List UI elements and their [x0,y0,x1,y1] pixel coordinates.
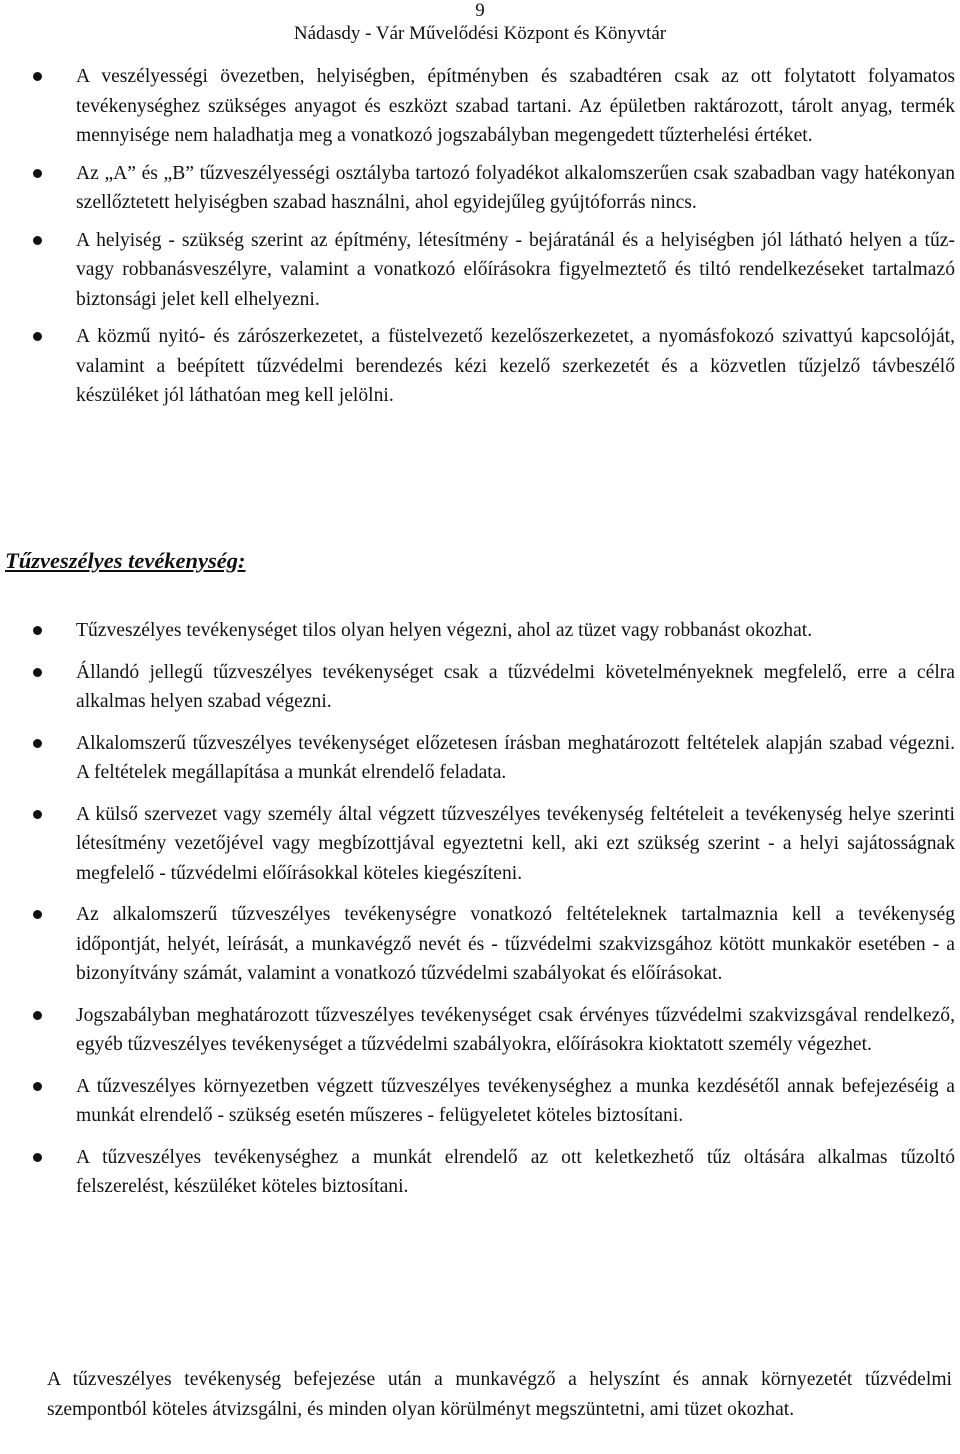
list-item-text: Az alkalomszerű tűzveszélyes tevékenységre vonatkozó feltételeknek tartalmaznia kell a tevékenység időpontját, helyét, leírását, a munkavégző nevét és - tűzvédelmi szakvizsgához kötött munkakör esetében - a bizonyítvány számát, valamint a vonatkozó tűzvédelmi szabályokat és előírásokat. [76,904,955,984]
bullet-icon [33,332,42,341]
bullet-icon [33,739,42,748]
bullet-icon [33,810,42,819]
list-item [0,62,960,151]
list-item-text: Az „A” és „B” tűzveszélyességi osztályba tartozó folyadékot alkalomszerűen csak szabadban vagy hatékonyan szellőztetett helyiségben szabad használni, ahol egyidejűleg gyújtóforrás nincs. [76,162,955,213]
list-item-text: A tűzveszélyes tevékenységhez a munkát elrendelő az ott keletkezhető tűz oltására alkalmas tűzoltó felszerelést, készüléket köteles biztosítani. [76,1146,955,1197]
list-item [0,658,960,717]
bullet-icon [33,668,42,677]
bullet-icon [33,910,42,919]
list-item [0,159,960,218]
bullet-icon [33,72,42,81]
closing-paragraph: A tűzveszélyes tevékenység befejezése után a munkavégző a helyszínt és annak környezetét tűzvédelmi szempontból köteles átvizsgálni, és minden olyan körülményt megszüntetni, ami tüzet okozhat. [47,1369,952,1420]
list-item [0,900,960,989]
list-item-text: Tűzveszélyes tevékenységet tilos olyan helyen végezni, ahol az tüzet vagy robbanást okozhat. [76,620,813,641]
list-item [0,1072,960,1131]
intro-bullet-list [0,62,960,419]
bullet-icon [33,1011,42,1020]
section-title: Tűzveszélyes tevékenység: [5,548,246,573]
list-item-text: A tűzveszélyes környezetben végzett tűzveszélyes tevékenységhez a munka kezdésétől annak befejezéséig a munkát elrendelő - szükség esetén műszeres - felügyeletet köteles biztosítani. [76,1075,955,1126]
section-bullet-list [0,616,960,1214]
bullet-icon [33,626,42,635]
list-item [0,800,960,889]
bullet-icon [33,236,42,245]
list-item-text: A külső szervezet vagy személy által végzett tűzveszélyes tevékenység feltételeit a tevékenység helye szerinti létesítmény vezetőjével vagy megbízottjával egyeztetni kell, aki ezt szükség szerint - a helyi sajátosságnak megfelelő - tűzvédelmi előírásokkal köteles kiegészíteni. [76,803,955,884]
bullet-icon [33,1082,42,1091]
list-item [0,1001,960,1060]
list-item [0,1143,960,1202]
page-header: Nádasdy - Vár Művelődési Központ és Könyvtár [293,23,667,44]
list-item-text: A veszélyességi övezetben, helyiségben, építményben és szabadtéren csak az ott folytatott folyamatos tevékenységhez szükséges anyagot és eszközt szabad tartani. Az épületben raktározott, tárolt anyag, termék mennyisége nem haladhatja meg a vonatkozó jogszabályban megengedett tűzterhelési értéket. [76,66,955,146]
list-item-text: Állandó jellegű tűzveszélyes tevékenységet csak a tűzvédelmi követelményeknek megfelelő, erre a célra alkalmas helyen szabad végezni. [76,661,955,712]
list-item-text: A helyiség - szükség szerint az építmény, létesítmény - bejáratánál és a helyiségben jól látható helyen a tűz- vagy robbanásveszélyre, valamint a vonatkozó előírásokra figyelmeztető és tiltó rendelkezéseket tartalmazó biztonsági jelet kell elhelyezni. [76,229,955,310]
list-item-text: A közmű nyitó- és zárószerkezetet, a füstelvezető kezelőszerkezetet, a nyomásfokozó szivattyú kapcsolóját, valamint a beépített tűzvédelmi berendezés kézi kezelő szerkezetét és a közvetlen tűzjelző távbeszélő készüléket jól láthatóan meg kell jelölni. [76,326,955,406]
list-item [0,616,960,646]
list-item-text: Alkalomszerű tűzveszélyes tevékenységet előzetesen írásban meghatározott feltételek alapján szabad végezni. A feltételek megállapítása a munkát elrendelő feladata. [76,732,955,783]
list-item [0,226,960,315]
bullet-icon [33,169,42,178]
bullet-icon [33,1153,42,1162]
list-item [0,322,960,411]
list-item [0,729,960,788]
page-number: 9 [475,0,485,21]
list-item-text: Jogszabályban meghatározott tűzveszélyes tevékenységet csak érvényes tűzvédelmi szakvizsgával rendelkező, egyéb tűzveszélyes tevékenységet a tűzvédelmi szabályokra, előírásokra kioktatott személy végezhet. [76,1004,955,1055]
